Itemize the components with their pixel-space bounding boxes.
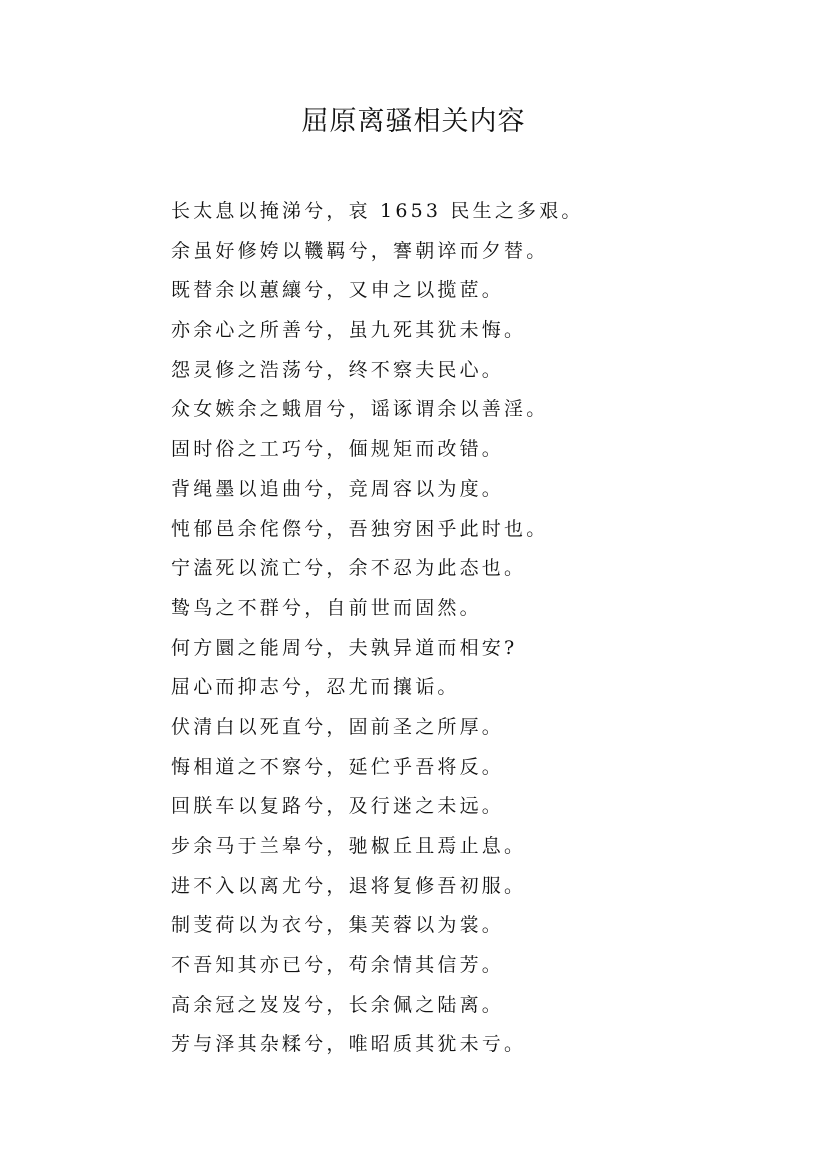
poem-line: 长太息以掩涕兮，哀 1653 民生之多艰。 <box>171 200 584 222</box>
poem-line: 既替余以蕙纕兮，又申之以揽茝。 <box>171 279 505 302</box>
document-title: 屈原离骚相关内容 <box>301 106 526 137</box>
poem-line: 众女嫉余之蛾眉兮，谣诼谓余以善淫。 <box>171 398 549 421</box>
poem-line: 芳与泽其杂糅兮，唯昭质其犹未亏。 <box>171 1033 527 1056</box>
poem-line: 回朕车以复路兮，及行迷之未远。 <box>171 795 505 818</box>
poem-line: 鸷鸟之不群兮，自前世而固然。 <box>171 596 482 619</box>
poem-line: 忳郁邑余侘傺兮，吾独穷困乎此时也。 <box>171 517 549 540</box>
poem-line: 怨灵修之浩荡兮，终不察夫民心。 <box>171 358 505 381</box>
poem-line: 伏清白以死直兮，固前圣之所厚。 <box>171 715 505 738</box>
poem-line: 亦余心之所善兮，虽九死其犹未悔。 <box>171 319 527 342</box>
poem-line: 悔相道之不察兮，延伫乎吾将反。 <box>171 755 505 778</box>
poem-line: 不吾知其亦已兮，苟余情其信芳。 <box>171 954 505 977</box>
poem-line: 进不入以离尤兮，退将复修吾初服。 <box>171 874 527 897</box>
poem-line: 背绳墨以追曲兮，竞周容以为度。 <box>171 477 505 500</box>
poem-line: 何方圜之能周兮，夫孰异道而相安? <box>171 636 518 659</box>
poem-line: 步余马于兰皋兮，驰椒丘且焉止息。 <box>171 835 527 857</box>
poem-text <box>171 195 771 1068</box>
poem-line: 高余冠之岌岌兮，长余佩之陆离。 <box>171 993 505 1016</box>
poem-line: 余虽好修姱以鞿羁兮，謇朝谇而夕替。 <box>171 239 549 262</box>
poem-line: 屈心而抑志兮，忍尤而攘诟。 <box>171 676 460 699</box>
poem-line: 固时俗之工巧兮，偭规矩而改错。 <box>171 438 505 461</box>
poem-line: 宁溘死以流亡兮，余不忍为此态也。 <box>171 557 527 580</box>
poem-line: 制芰荷以为衣兮，集芙蓉以为裳。 <box>171 914 505 937</box>
